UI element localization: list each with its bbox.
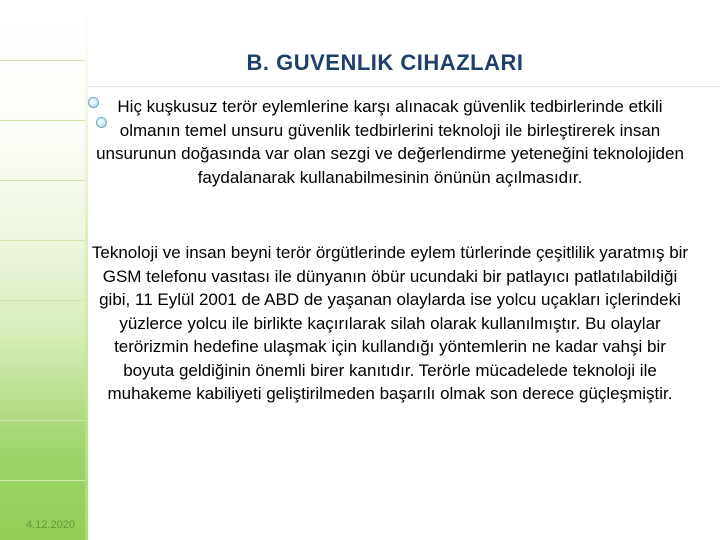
side-bar-line [0,120,88,121]
side-bar-line [0,240,88,241]
title-divider [88,86,720,87]
side-bar-line [0,300,88,301]
decorative-side-bar [0,0,88,540]
paragraph-technology-terror: Teknoloji ve insan beyni terör örgütlerinde eylem türlerinde çeşitlilik yaratmış bir GSM telefonu vasıtası ile dünyanın öbür ucundaki bir patlayıcı patlatılabildiği gibi, 11 Eylül 2001 de ABD de yaşanan olaylarda ise yolcu uçakları içlerindeki yüzlerce yolcu ile birlikte kaçırılarak silah olarak kullanılmıştır. Bu olaylar terörizmin hedefine ulaşmak için kullandığı yöntemlerin ne kadar vahşi bir boyuta geldiğinin önemli birer kanıtıdır. Terörle mücadelede teknoloji ile muhakeme kabiliyeti geliştirilmeden başarılı olmak son derece güçleşmiştir. [91,243,689,403]
side-bar-line [0,480,88,481]
side-bar-line [0,420,88,421]
side-bar-line [0,360,88,361]
paragraph-security-measures: Hiç kuşkusuz terör eylemlerine karşı alınacak güvenlik tedbirlerinde etkili olmanın temel unsuru güvenlik tedbirlerini teknoloji ile birleştirerek insan unsurunun doğasında var olan sezgi ve değerlendirme yeteneğini teknolojiden faydalanarak kullanabilmesinin önünün açılmasıdır. [96,97,684,187]
slide-title: B. GUVENLIK CIHAZLARI [246,50,524,75]
side-bar-line [0,180,88,181]
side-bar-line [0,60,88,61]
slide-date: 4.12.2020 [26,519,75,531]
